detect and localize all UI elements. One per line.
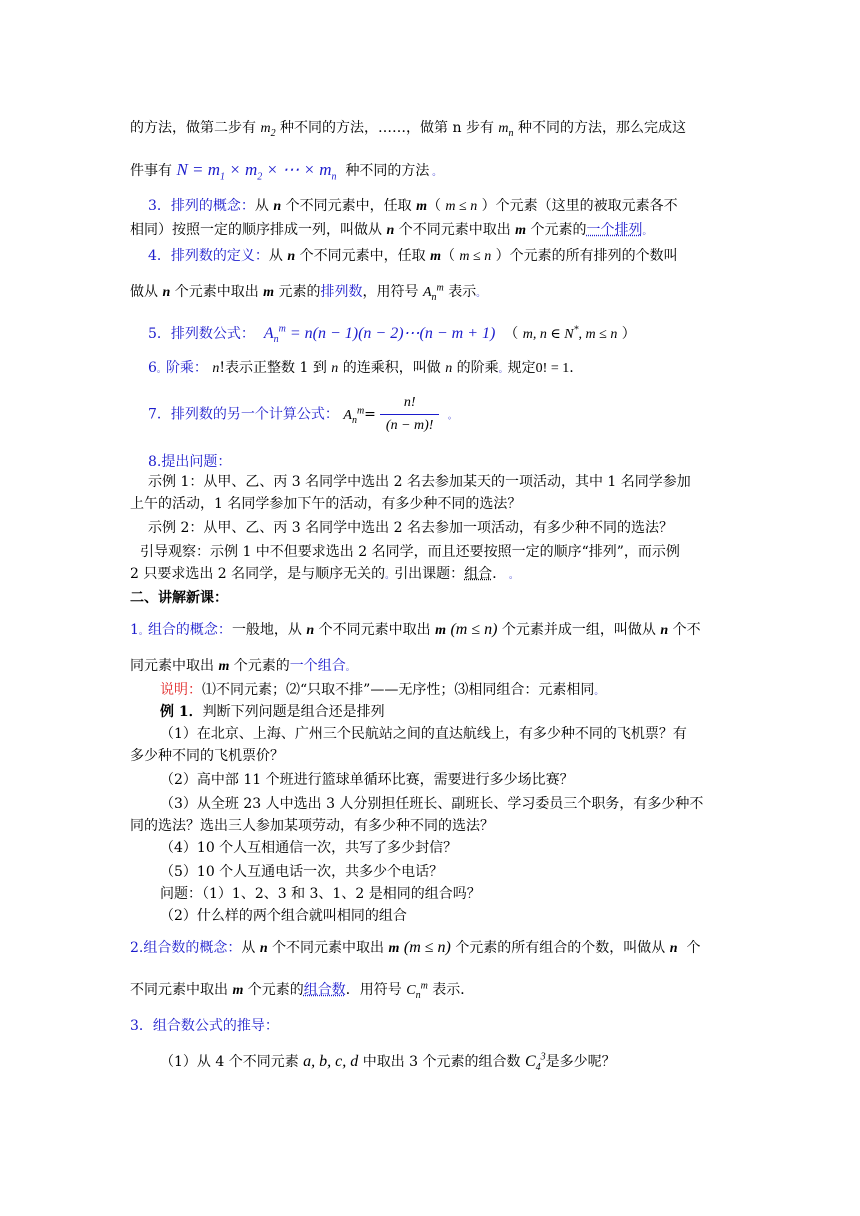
text: （1）从 4 个不同元素 xyxy=(160,1054,299,1070)
text: 表示． xyxy=(432,982,475,998)
math-formula: $N = m_1 \times m_2$ × ⋯ × $m_n$ xyxy=(176,160,337,183)
text: 个元素的所有排列的个数叫 xyxy=(509,248,678,264)
text: 个元素的 xyxy=(530,222,587,238)
heading: 6 xyxy=(148,360,157,376)
heading: 8.提出问题： xyxy=(148,454,232,470)
text-line: （2）什么样的两个组合就叫相同的组合 xyxy=(160,908,407,924)
note-label: 说明： xyxy=(160,682,202,698)
text-line: 1。组合的概念：一般地，从 n 个不同元素中取出 m (m ≤ n) 个元素并成一组，叫做从 n 个不 xyxy=(130,621,701,638)
text: 不同元素中取出 xyxy=(130,982,228,998)
heading: 3．排列的概念： xyxy=(148,198,255,214)
text: 从 xyxy=(254,198,269,214)
text-line: 做从 n 个元素中取出 m 元素的排列数，用符号 $A_n^m$ 表示。 xyxy=(130,282,486,303)
term: 组合数 xyxy=(303,982,346,998)
fraction: $\frac{n!}{(n - m)!}$ xyxy=(380,392,440,437)
term: 组合 xyxy=(464,566,493,582)
text-line: 同的选法？选出三人参加某项劳动，有多少种不同的选法？ xyxy=(130,818,494,834)
text: 元素的 xyxy=(278,284,321,300)
text-line: （2）高中部 11 个班进行篮球单循环比赛，需要进行多少场比赛？ xyxy=(160,772,574,788)
text-line: 5．排列数公式： $A_n^m = n(n - 1)(n$ − 2)⋯(n − m + 1) （ m, n ∈ N*, m ≤ n ） xyxy=(148,323,636,346)
text: ，用符号 xyxy=(362,284,419,300)
text-line: 示例 1：从甲、乙、丙 3 名同学中选出 2 名去参加某天的一项活动，其中 1 名同学参加 xyxy=(148,474,691,490)
text: ⑴不同元素；⑵“只取不排”——无序性；⑶相同组合：元素相同 xyxy=(202,682,595,698)
heading: 7．排列数的另一个计算公式： xyxy=(148,406,339,423)
text: 规定 xyxy=(507,360,536,376)
text: 个 xyxy=(686,940,701,956)
text-line: （3）从全班 23 人中选出 3 人分别担任班长、副班长、学习委员三个职务，有多少种不 xyxy=(160,796,704,812)
text: 种不同的方法，……，做第 n 步有 xyxy=(280,120,494,136)
text-line: （4）10 个人互相通信一次，共写了多少封信？ xyxy=(160,840,458,856)
text: 从 xyxy=(241,940,256,956)
text: 中取出 3 个元素的组合数 xyxy=(362,1054,521,1070)
text-line: 多少种不同的飞机票价？ xyxy=(130,748,284,764)
text-line: 引导观察：示例 1 中不但要求选出 2 名同学，而且还要按照一定的顺序“排列”，而示例 xyxy=(140,544,680,560)
text: 个不 xyxy=(672,622,701,638)
text: 个不同元素中，任取 xyxy=(299,248,426,264)
text: 的连乘积，叫做 xyxy=(342,360,441,376)
text: 从 xyxy=(268,248,283,264)
text-line: 2 只要求选出 2 名同学，是与顺序无关的。引出课题：组合． 。 xyxy=(130,566,519,582)
text-line: 同元素中取出 m 个元素的一个组合。 xyxy=(130,658,355,674)
text-line: 件事有 $N = m_1 \times m_2$ × ⋯ × $m_n$ 种不同的方法 。 xyxy=(130,160,442,183)
text: 个不同元素中，任取 xyxy=(285,198,412,214)
text-line: 问题：（1）1、2、3 和 3、1、2 是相同的组合吗？ xyxy=(160,886,481,902)
text-line: 4．排列数的定义：从 n 个不同元素中，任取 m（ m ≤ n ）个元素的所有排列的个数叫 xyxy=(148,248,678,264)
term: 一个组合 xyxy=(289,658,346,674)
text-line xyxy=(160,702,385,722)
math: $m_2$ xyxy=(260,121,276,139)
text: 个元素并成一组，叫做从 xyxy=(501,622,656,638)
text: 引出课题： xyxy=(394,566,465,582)
section-heading: 二、讲解新课： xyxy=(130,590,228,606)
text-line: （1）从 4 个不同元素 a, b, c, d 中取出 3 个元素的组合数 $C_4^3$是多少呢？ xyxy=(160,1051,616,1074)
text: 个元素的 xyxy=(233,658,290,674)
text: 个不同元素中取出 xyxy=(398,222,511,238)
text: 件事有 xyxy=(130,163,172,179)
text: 的阶乘 xyxy=(456,360,499,376)
text-line: 不同元素中取出 m 个元素的组合数．用符号 $C_n^m$ 表示． xyxy=(130,980,475,1001)
text: 种不同的方法，那么完成这 xyxy=(517,120,686,136)
heading: 3．组合数公式的推导： xyxy=(130,1018,279,1034)
text: 是多少呢？ xyxy=(545,1054,616,1070)
heading: 组合的概念： xyxy=(147,622,232,638)
term: 排列数 xyxy=(320,284,363,300)
text: 表示 xyxy=(448,284,477,300)
text: ．用符号 xyxy=(345,982,402,998)
text: 做从 xyxy=(130,284,158,300)
text-line: 上午的活动，1 名同学参加下午的活动，有多少种不同的选法？ xyxy=(130,496,522,512)
text-line: 说明：⑴不同元素；⑵“只取不排”——无序性；⑶相同组合：元素相同。 xyxy=(160,682,604,698)
text: 个元素的所有组合的个数，叫做从 xyxy=(455,940,666,956)
text-line: 6。阶乘： n!表示正整数 1 到 n 的连乘积，叫做 n 的阶乘。规定0! = 1. xyxy=(148,360,574,376)
text: 表示正整数 1 到 xyxy=(225,360,327,376)
text-line xyxy=(130,1016,279,1036)
heading: 5．排列数公式： xyxy=(148,326,255,342)
heading: 2.组合数的概念： xyxy=(130,940,242,956)
text: 判断下列问题是组合还是排列 xyxy=(202,704,385,720)
math-formula: $A_n^m = n(n - 1)(n$ − 2)⋯(n − m + 1) xyxy=(263,323,496,346)
text-line: 2.组合数的概念：从 n 个不同元素中取出 m (m ≤ n) 个元素的所有组合的个数，叫做从 n 个 xyxy=(130,939,701,956)
text-line: 相同）按照一定的顺序排成一列，叫做从 n 个不同元素中取出 m 个元素的一个排列。 xyxy=(130,222,652,238)
heading: 4．排列数的定义： xyxy=(148,248,269,264)
text: 一般地，从 xyxy=(231,622,302,638)
text-line: 7．排列数的另一个计算公式： $A_n^m=$ $\frac{n!}{(n - m)!}$ 。 xyxy=(148,392,457,437)
heading: 1 xyxy=(130,622,139,638)
example-label: 例 1． xyxy=(160,704,203,720)
math: $m_n$ xyxy=(498,121,514,139)
text: 2 只要求选出 2 名同学，是与顺序无关的 xyxy=(130,566,386,582)
heading: 阶乘： xyxy=(165,360,208,376)
text-line: 3．排列的概念：从 n 个不同元素中，任取 m（ m ≤ n ）个元素（这里的被取元素各不 xyxy=(148,198,678,214)
text: 同元素中取出 xyxy=(130,658,214,674)
text: 个元素（这里的被取元素各不 xyxy=(495,198,678,214)
text: 个元素的 xyxy=(247,982,304,998)
text: 相同）按照一定的顺序排成一列，叫做从 xyxy=(130,222,382,238)
text: 个元素中取出 xyxy=(174,284,259,300)
text: 个不同元素中取出 xyxy=(272,940,385,956)
text: 个不同元素中取出 xyxy=(318,622,431,638)
term: 一个排列 xyxy=(586,222,643,238)
text-line: （5）10 个人互通电话一次，共多少个电话？ xyxy=(160,864,444,880)
text: 的方法，做第二步有 xyxy=(130,120,256,136)
text-line: 示例 2：从甲、乙、丙 3 名同学中选出 2 名去参加一项活动，有多少种不同的选法？ xyxy=(148,520,673,536)
text-line: （1）在北京、上海、广州三个民航站之间的直达航线上，有多少种不同的飞机票？有 xyxy=(160,726,687,742)
text: 种不同的方法 xyxy=(345,163,430,179)
text-line xyxy=(148,452,231,472)
text-line xyxy=(130,118,686,139)
